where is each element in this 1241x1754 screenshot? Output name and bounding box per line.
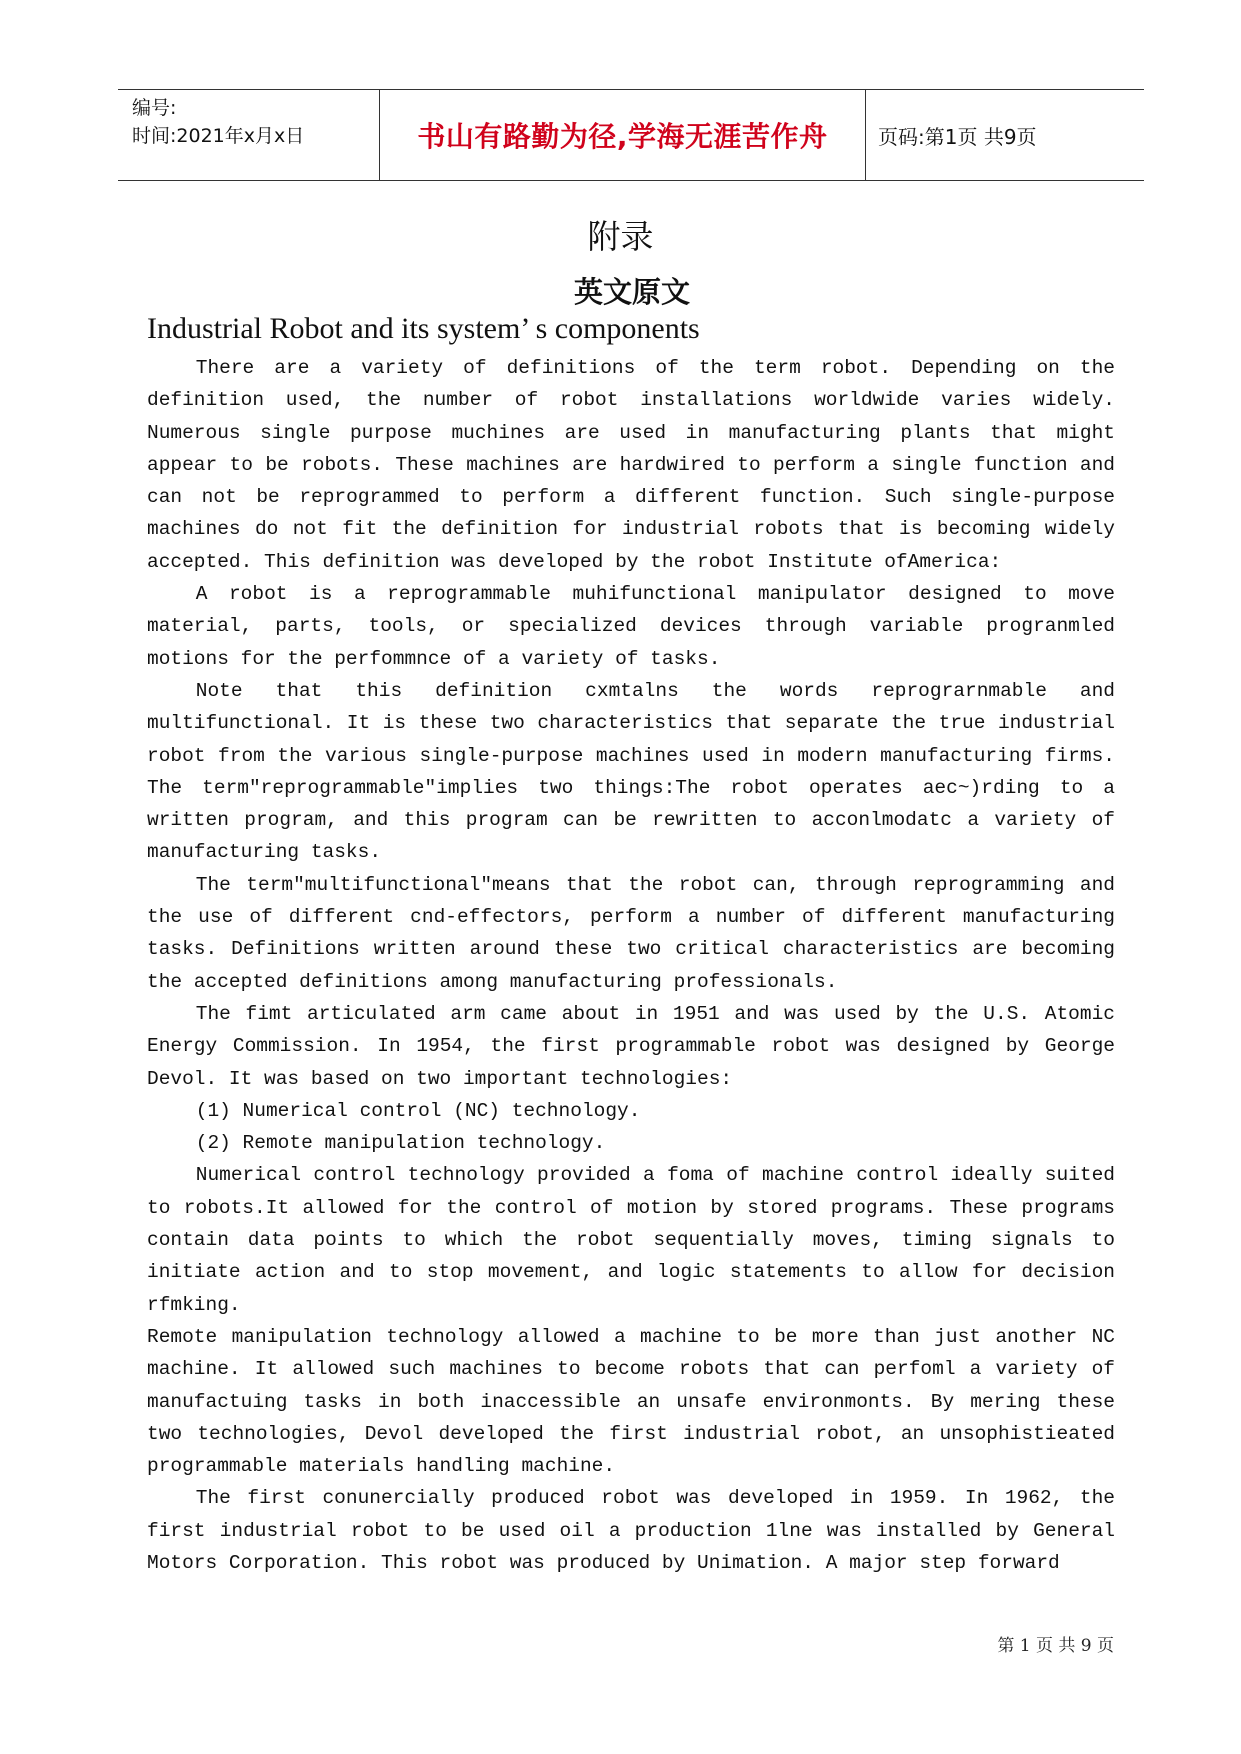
header-motto	[380, 90, 866, 180]
footer-page-number: 第 1 页 共 9 页	[997, 1636, 1114, 1656]
body-content	[147, 352, 1115, 1579]
section-title: Industrial Robot and its system’ s components	[147, 312, 700, 345]
header-page-info	[866, 90, 1144, 180]
paragraph: A robot is a reprogrammable muhifunctional manipulator designed to move material, parts, tools, or specialized devices through variable progranmled motions for the perfommnce of a variety of tasks.	[147, 583, 1115, 670]
list-item: (2) Remote manipulation technology.	[195, 1132, 606, 1155]
header-motto-text: 书山有路勤为径,学海无涯苦作舟	[417, 120, 828, 153]
original-text-title: 英文原文	[573, 275, 690, 309]
paragraph: There are a variety of definitions of the term robot. Depending on the definition used, the number of robot installations worldwide varies widely. Numerous single purpose muchines are used in manufacturing plants that might appear to be robots. These machines are hardwired to perform a single function and can not be reprogrammed to perform a different function. Such single-purpose machines do not fit the definition for industrial robots that is becoming widely accepted. This definition was developed by the robot Institute ofAmerica:	[147, 357, 1115, 573]
paragraph: Remote manipulation technology allowed a machine to be more than just another NC machine. It allowed such machines to become robots that can perfoml a variety of manufactuing tasks in both inaccessible an unsafe environmonts. By mering these two technologies, Devol developed the first industrial robot, an unsophistieated programmable materials handling machine.	[147, 1325, 1115, 1478]
paragraph: The first conunercially produced robot was developed in 1959. In 1962, the first industrial robot to be used oil a production 1lne was installed by General Motors Corporation. This robot was produced by Unimation. A major step forward	[147, 1487, 1115, 1574]
paragraph: Note that this definition cxmtalns the words reprograrnmable and multifunctional. It is these two characteristics that separate the true industrial robot from the various single-purpose machines used in modern manufacturing firms. The term"reprogrammable"implies two things:The robot operates aec~)rding to a written program, and this program can be rewritten to acconlmodatc a variety of manufacturing tasks.	[147, 679, 1115, 864]
paragraph: The term"multifunctional"means that the robot can, through reprogramming and the use of different cnd-effectors, perform a number of different manufacturing tasks. Definitions written around these two critical characteristics are becoming the accepted definitions among manufacturing professionals.	[147, 873, 1115, 993]
appendix-title: 附录	[587, 217, 654, 256]
list-item: (1) Numerical control (NC) technology.	[195, 1099, 641, 1122]
paragraph: Numerical control technology provided a foma of machine control ideally suited to robots.It allowed for the control of motion by stored programs. These programs contain data points to which the robot sequentially moves, timing signals to initiate action and to stop movement, and logic statements to allow for decision rfmking.	[147, 1164, 1115, 1316]
header-meta	[118, 90, 380, 180]
header-time-label: 时间:2021年x月x日	[132, 125, 305, 147]
header-page-info-text: 页码:第1页 共9页	[878, 124, 1037, 149]
paragraph: The fimt articulated arm came about in 1951 and was used by the U.S. Atomic Energy Commission. In 1954, the first programmable robot was designed by George Devol. It was based on two important technologies:	[147, 1002, 1115, 1090]
header-table	[118, 89, 1144, 181]
header-number-label: 编号:	[132, 97, 177, 119]
